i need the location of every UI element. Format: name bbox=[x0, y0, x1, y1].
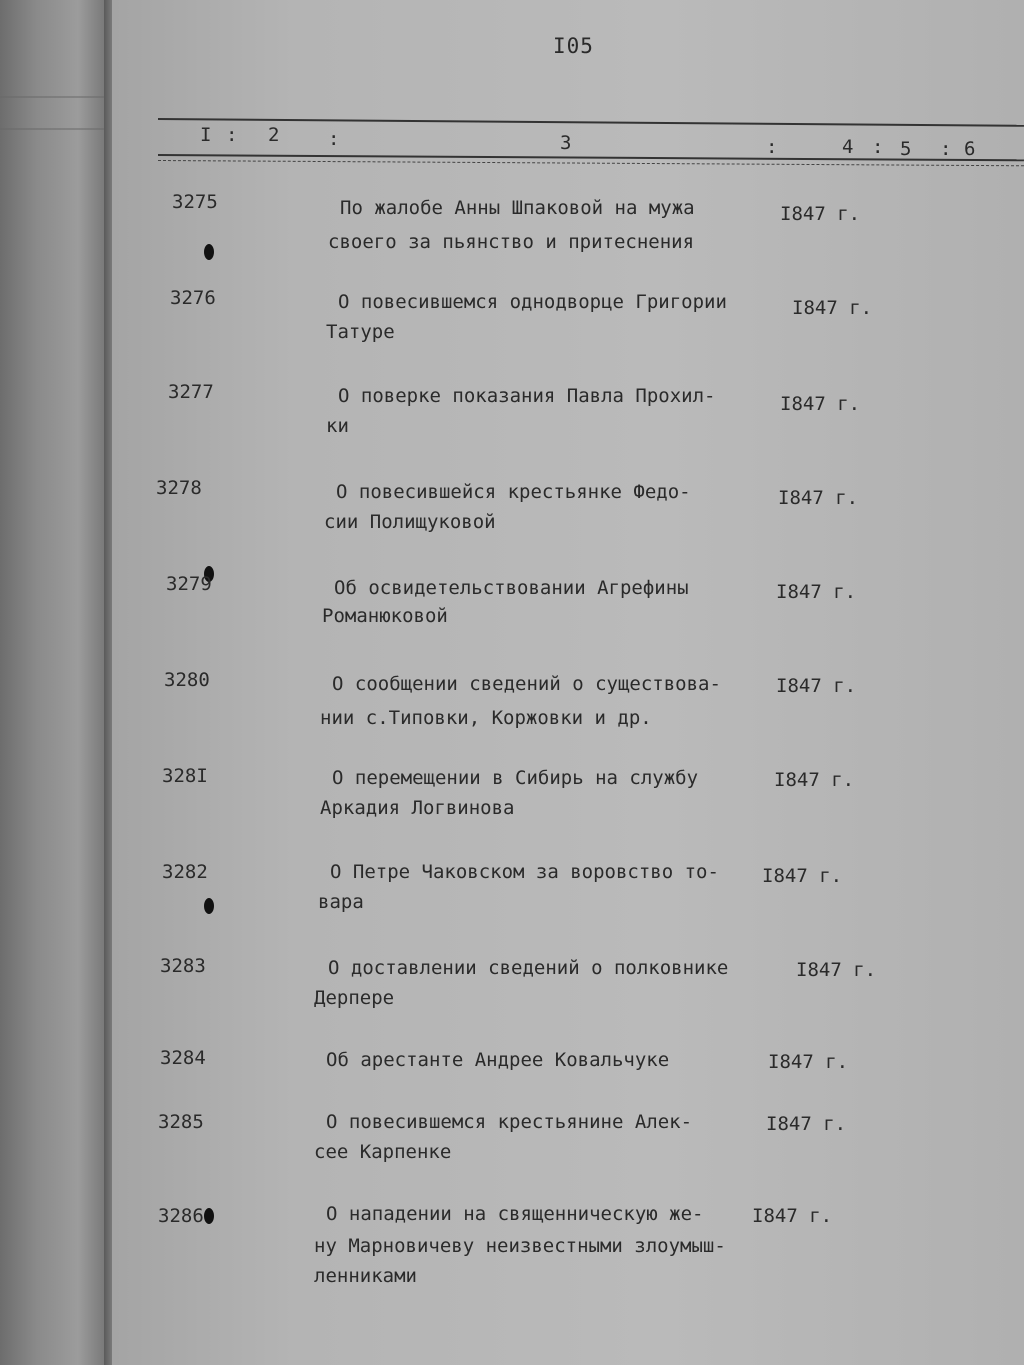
entry-description-line: ки bbox=[326, 415, 349, 437]
entry-description-line: Дерпере bbox=[314, 987, 395, 1009]
entry-description-line: О повесившемся однодворце Григории bbox=[338, 291, 727, 313]
entry-year: I847 г. bbox=[778, 487, 859, 509]
entry-description-line: Романюковой bbox=[322, 605, 448, 627]
entry-number: 3282 bbox=[162, 861, 208, 883]
entry-description-line: Татуре bbox=[326, 321, 395, 343]
column-2-label: 2 bbox=[268, 124, 280, 146]
entry-description-line: Об освидетельствовании Агрефины bbox=[334, 577, 689, 599]
entry-description-line: О перемещении в Сибирь на службу bbox=[332, 767, 699, 789]
previous-page-edge bbox=[0, 0, 104, 1365]
entry-number: 3279 bbox=[166, 573, 212, 595]
entry-number: 3278 bbox=[156, 477, 202, 499]
column-3-label: 3 bbox=[560, 132, 572, 154]
entry-number: 3280 bbox=[164, 669, 210, 691]
entry-description-line: своего за пьянство и притеснения bbox=[328, 231, 695, 253]
entry-number: 3285 bbox=[158, 1111, 204, 1133]
entry-description-line: По жалобе Анны Шпаковой на мужа bbox=[340, 197, 695, 219]
entry-number: 3275 bbox=[172, 191, 218, 213]
header-rule-top bbox=[158, 118, 1024, 127]
entry-description-line: ленниками bbox=[314, 1265, 417, 1287]
header-rule-dashed bbox=[158, 160, 1024, 166]
entry-year: I847 г. bbox=[774, 769, 855, 791]
entry-description-line: Об арестанте Андрее Ковальчуке bbox=[326, 1049, 670, 1071]
entry-description-line: О повесившейся крестьянке Федо- bbox=[336, 481, 691, 503]
column-separator: : bbox=[226, 124, 238, 146]
entry-year: I847 г. bbox=[768, 1051, 849, 1073]
entry-year: I847 г. bbox=[776, 675, 857, 697]
entry-description-line: Аркадия Логвинова bbox=[320, 797, 515, 819]
entry-number: 3277 bbox=[168, 381, 214, 403]
entry-number: 3283 bbox=[160, 955, 206, 977]
entry-description-line: О доставлении сведений о полковнике bbox=[328, 957, 729, 979]
entry-year: I847 г. bbox=[796, 959, 877, 981]
entry-description-line: О Петре Чаковском за воровство то- bbox=[330, 861, 719, 883]
entry-description-line: О повесившемся крестьянине Алек- bbox=[326, 1111, 693, 1133]
column-separator: : bbox=[766, 136, 778, 158]
column-4-label: 4 bbox=[842, 136, 854, 158]
entry-number: 3284 bbox=[160, 1047, 206, 1069]
entry-year: I847 г. bbox=[762, 865, 843, 887]
previous-page-header-rule bbox=[0, 96, 104, 130]
entry-number: 328I bbox=[162, 765, 208, 787]
binding-hole bbox=[204, 898, 214, 914]
entry-year: I847 г. bbox=[766, 1113, 847, 1135]
entry-year: I847 г. bbox=[792, 297, 873, 319]
entry-description-line: сии Полищуковой bbox=[324, 511, 496, 533]
column-separator: : bbox=[872, 136, 884, 158]
entry-description-line: нии с.Типовки, Коржовки и др. bbox=[320, 707, 652, 729]
column-5-label: 5 bbox=[900, 138, 912, 160]
entry-year: I847 г. bbox=[752, 1205, 833, 1227]
entry-number: 3276 bbox=[170, 287, 216, 309]
entry-description-line: вара bbox=[318, 891, 364, 913]
column-1-label: I bbox=[200, 124, 212, 146]
column-separator: : bbox=[940, 138, 952, 160]
entry-description-line: ну Марновичеву неизвестными злоумыш- bbox=[314, 1235, 726, 1257]
column-separator: : bbox=[328, 128, 340, 150]
entry-description-line: О поверке показания Павла Прохил- bbox=[338, 385, 716, 407]
binding-hole bbox=[204, 244, 214, 260]
entry-year: I847 г. bbox=[776, 581, 857, 603]
binding-hole bbox=[204, 1208, 214, 1224]
column-header bbox=[158, 114, 1024, 180]
entry-description-line: сее Карпенке bbox=[314, 1141, 452, 1163]
column-6-label: 6 bbox=[964, 138, 976, 160]
page-number: I05 bbox=[553, 34, 594, 58]
entry-number: 3286 bbox=[158, 1205, 204, 1227]
entry-description-line: О нападении на священническую же- bbox=[326, 1203, 704, 1225]
entry-year: I847 г. bbox=[780, 393, 861, 415]
entry-year: I847 г. bbox=[780, 203, 861, 225]
entry-description-line: О сообщении сведений о существова- bbox=[332, 673, 721, 695]
